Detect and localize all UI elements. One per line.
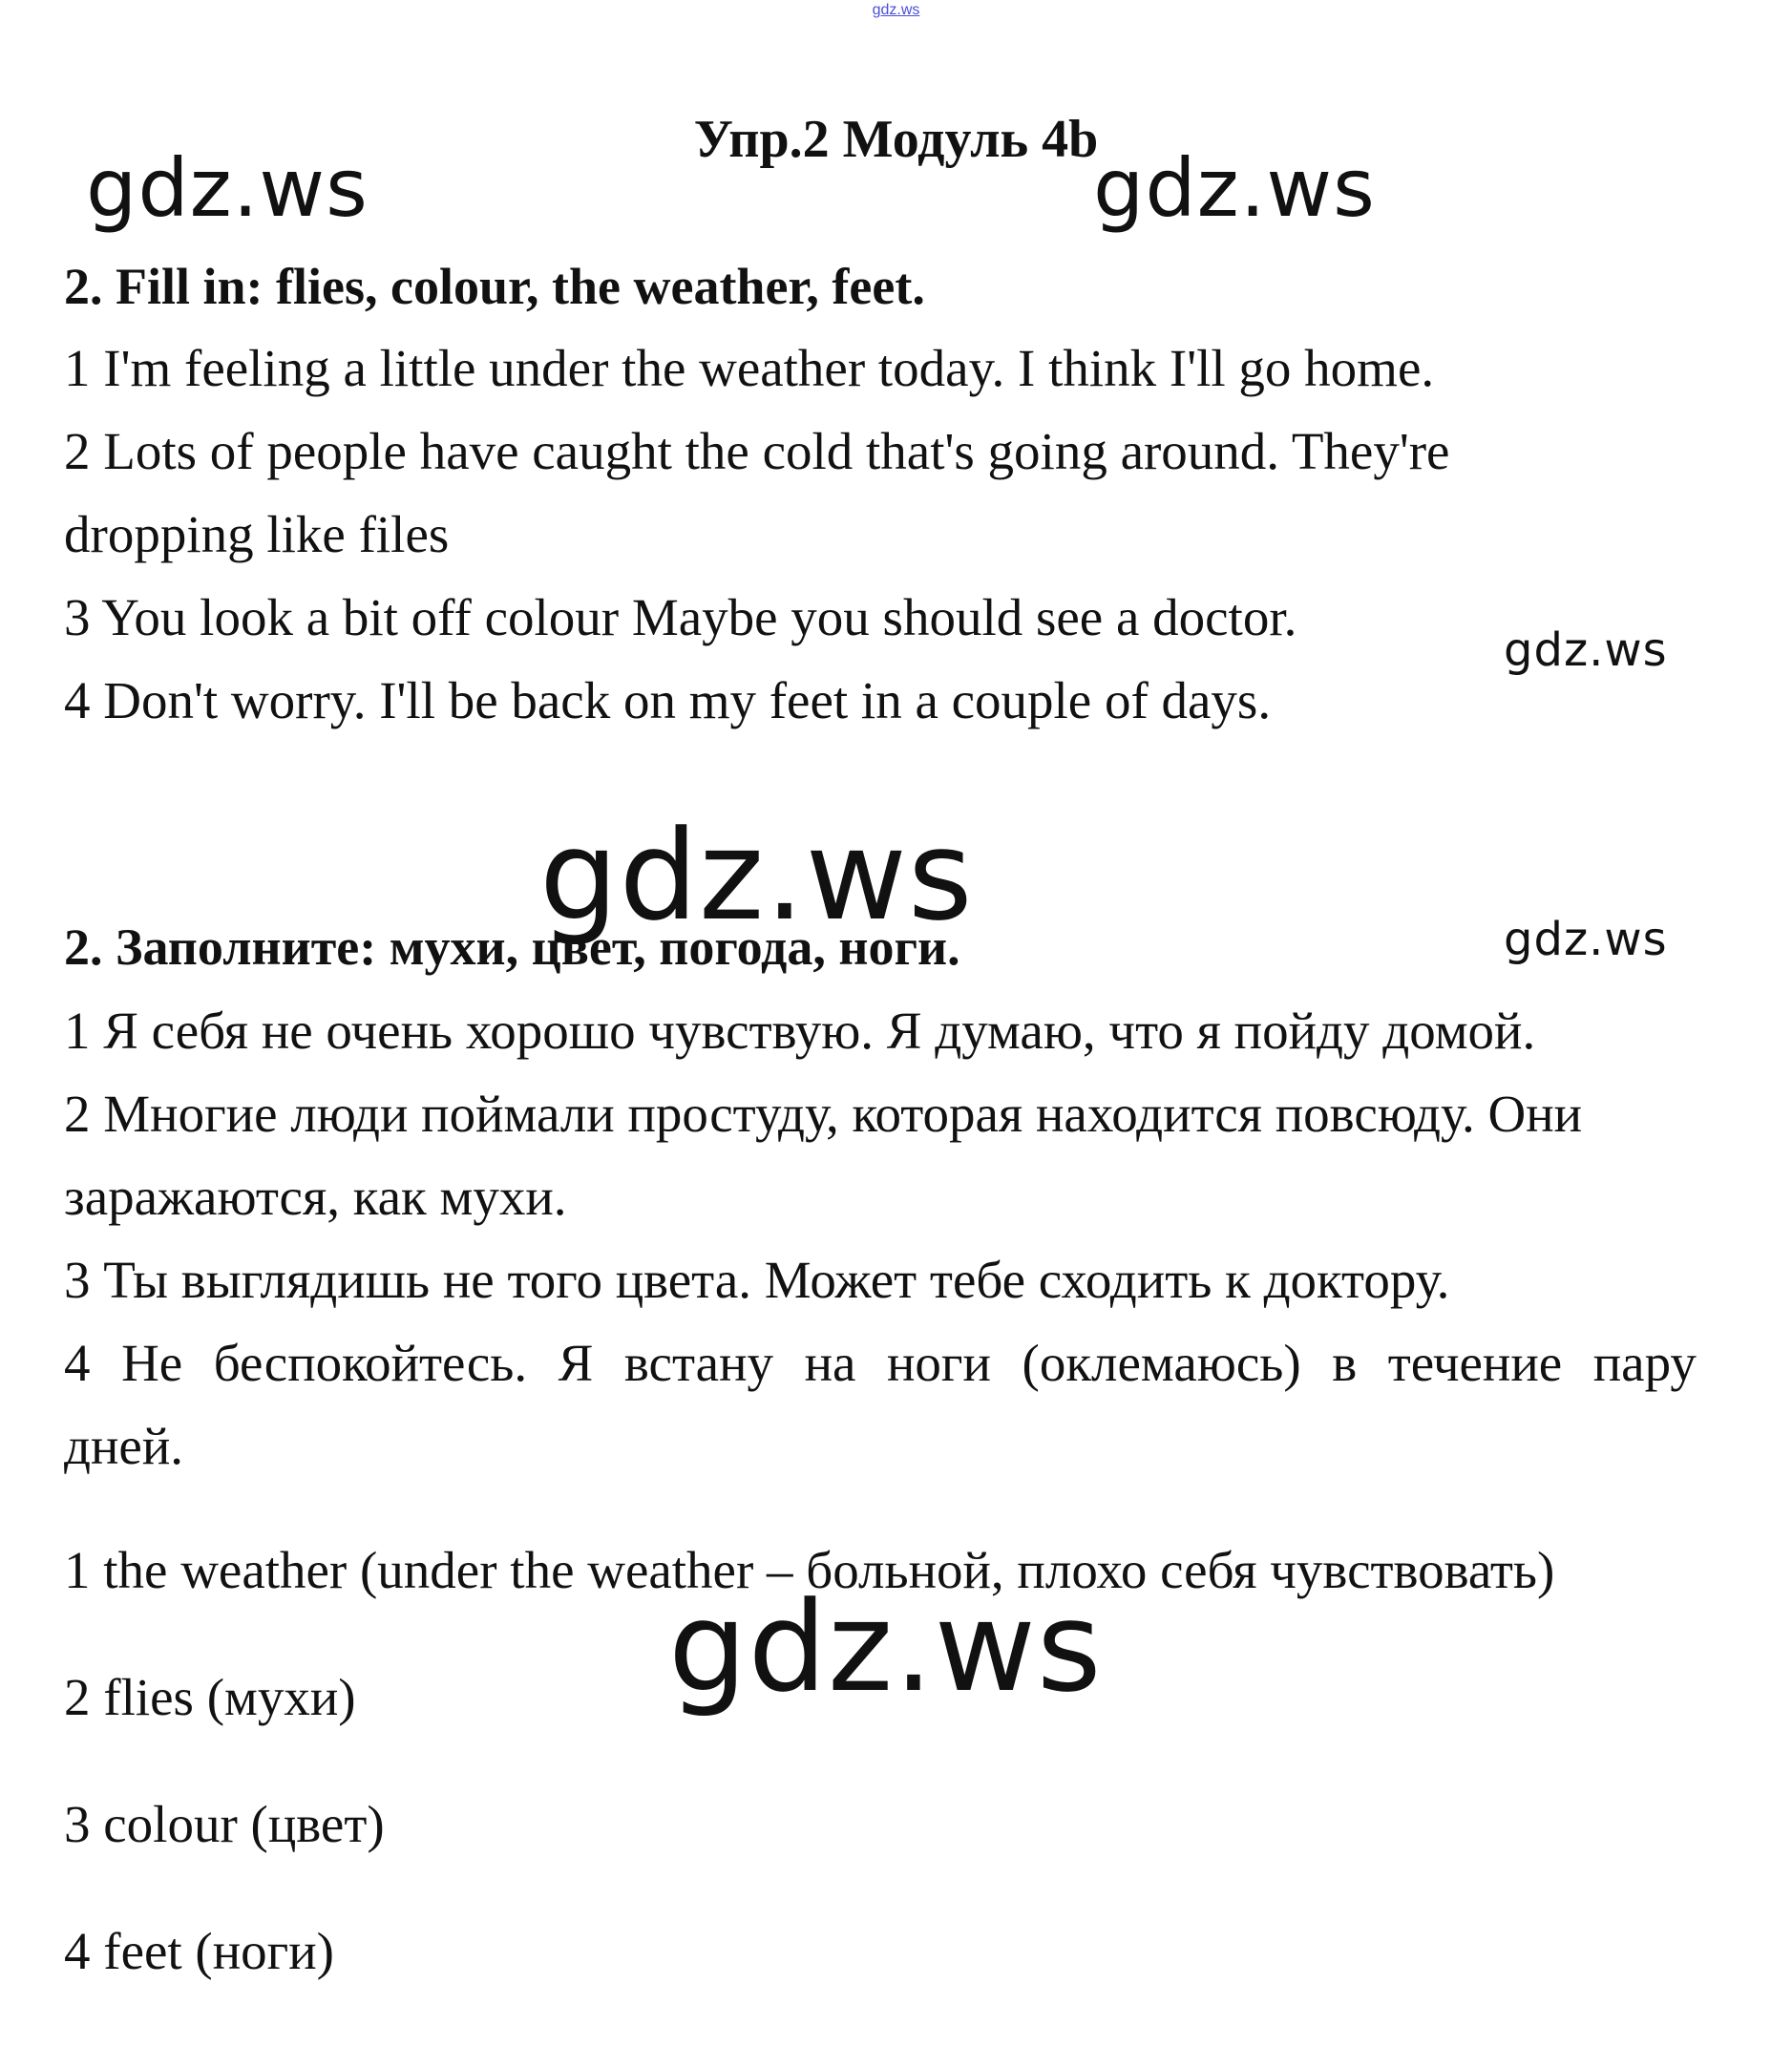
word: в [1332, 1334, 1358, 1392]
page-title: Упр.2 Модуль 4b [693, 110, 1099, 169]
answer-line: 3 colour (цвет) [64, 1795, 385, 1853]
word: на [804, 1334, 856, 1392]
english-line: 2 Lots of people have caught the cold that's going around. They're [64, 422, 1450, 480]
word: пару [1592, 1334, 1697, 1392]
answer-line: 2 flies (мухи) [64, 1668, 356, 1726]
russian-line: 1 Я себя не очень хорошо чувствую. Я думаю, что я пойду домой. [64, 1002, 1536, 1060]
word: (оклемаюсь) [1022, 1334, 1301, 1392]
answer-line: 4 feet (ноги) [64, 1922, 334, 1980]
word: Я [558, 1334, 594, 1392]
watermark: gdz.ws [1093, 141, 1376, 235]
russian-line: дней. [64, 1417, 184, 1475]
russian-line-justified [64, 1334, 1697, 1392]
watermark: gdz.ws [539, 803, 974, 948]
word: Не [121, 1334, 183, 1392]
watermark: gdz.ws [668, 1574, 1103, 1720]
site-link[interactable]: gdz.ws [872, 2, 920, 18]
russian-heading: 2. Заполните: мухи, цвет, погода, ноги. [64, 918, 960, 976]
english-heading: 2. Fill in: flies, colour, the weather, feet. [64, 258, 925, 315]
english-line: dropping like files [64, 505, 450, 563]
english-line: 4 Don't worry. I'll be back on my feet in a couple of days. [64, 671, 1272, 729]
russian-line: 2 Многие люди поймали простуду, которая находится повсюду. Они [64, 1085, 1583, 1143]
watermark: gdz.ws [1504, 623, 1668, 677]
watermark: gdz.ws [1504, 913, 1668, 966]
russian-line: заражаются, как мухи. [64, 1168, 567, 1226]
word: ноги [887, 1334, 991, 1392]
english-line: 3 You look a bit off colour Maybe you should see a doctor. [64, 588, 1297, 646]
word: 4 [64, 1334, 91, 1392]
english-line: 1 I'm feeling a little under the weather today. I think I'll go home. [64, 339, 1435, 397]
word: встану [623, 1334, 774, 1392]
word: течение [1387, 1334, 1563, 1392]
watermark: gdz.ws [86, 141, 369, 235]
word: беспокойтесь. [213, 1334, 528, 1392]
answer-line: 1 the weather (under the weather – больной, плохо себя чувствовать) [64, 1541, 1555, 1599]
russian-line: 3 Ты выглядишь не того цвета. Может тебе сходить к доктору. [64, 1251, 1450, 1309]
